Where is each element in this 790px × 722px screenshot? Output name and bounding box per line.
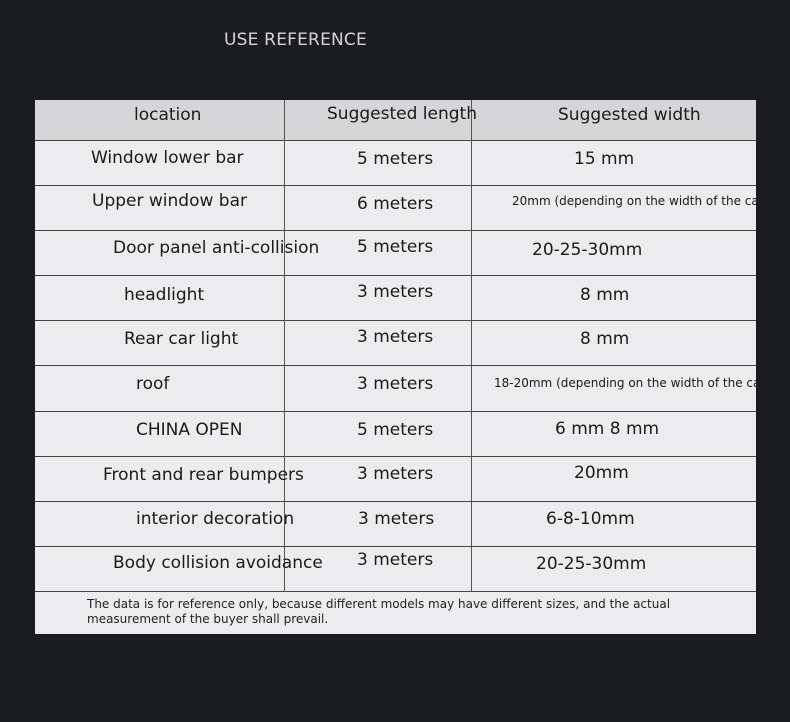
cell-length: 6 meters xyxy=(357,194,434,214)
column-divider xyxy=(471,100,472,591)
cell-location: interior decoration xyxy=(136,509,295,529)
cell-length: 5 meters xyxy=(357,149,434,169)
cell-length: 3 meters xyxy=(357,327,434,347)
cell-width: 15 mm xyxy=(574,149,635,169)
cell-location: Body collision avoidance xyxy=(113,553,323,573)
disclaimer-note: The data is for reference only, because different models may have different sizes, and the actual measurement of the buyer shall prevail. xyxy=(87,597,671,626)
row-divider xyxy=(35,456,756,457)
cell-location: Upper window bar xyxy=(92,191,247,211)
cell-location: Door panel anti-collision xyxy=(113,238,320,258)
cell-length: 5 meters xyxy=(357,237,434,257)
cell-length: 3 meters xyxy=(357,282,434,302)
cell-length: 3 meters xyxy=(357,374,434,394)
cell-length: 5 meters xyxy=(357,420,434,440)
cell-location: Front and rear bumpers xyxy=(103,465,304,485)
row-divider xyxy=(35,275,756,276)
row-divider xyxy=(35,230,756,231)
cell-width: 20-25-30mm xyxy=(532,240,643,260)
cell-location: CHINA OPEN xyxy=(136,420,243,440)
row-divider xyxy=(35,546,756,547)
cell-width: 6-8-10mm xyxy=(546,509,635,529)
cell-width: 20mm xyxy=(574,463,629,483)
header-width: Suggested width xyxy=(558,105,701,125)
cell-location: headlight xyxy=(124,285,205,305)
row-divider xyxy=(35,185,756,186)
header-location: location xyxy=(134,105,202,125)
row-divider xyxy=(35,411,756,412)
row-divider xyxy=(35,365,756,366)
cell-width: 8 mm xyxy=(580,329,630,349)
row-divider xyxy=(35,591,756,592)
cell-length: 3 meters xyxy=(357,464,434,484)
cell-length: 3 meters xyxy=(357,550,434,570)
page-title: USE REFERENCE xyxy=(224,30,367,50)
reference-table xyxy=(35,100,770,634)
row-divider xyxy=(35,501,756,502)
row-divider xyxy=(35,320,756,321)
cell-width: 8 mm xyxy=(580,285,630,305)
cell-width: 18-20mm (depending on the width of the car) xyxy=(494,376,770,390)
cell-location: Window lower bar xyxy=(91,148,244,168)
cell-width: 20-25-30mm xyxy=(536,554,647,574)
row-divider xyxy=(35,140,756,141)
cell-width: 20mm (depending on the width of the car) xyxy=(512,194,769,208)
cell-location: roof xyxy=(136,374,170,394)
header-length: Suggested length xyxy=(327,104,477,124)
cell-location: Rear car light xyxy=(124,329,239,349)
cell-width: 6 mm 8 mm xyxy=(555,419,660,439)
cell-length: 3 meters xyxy=(358,509,435,529)
